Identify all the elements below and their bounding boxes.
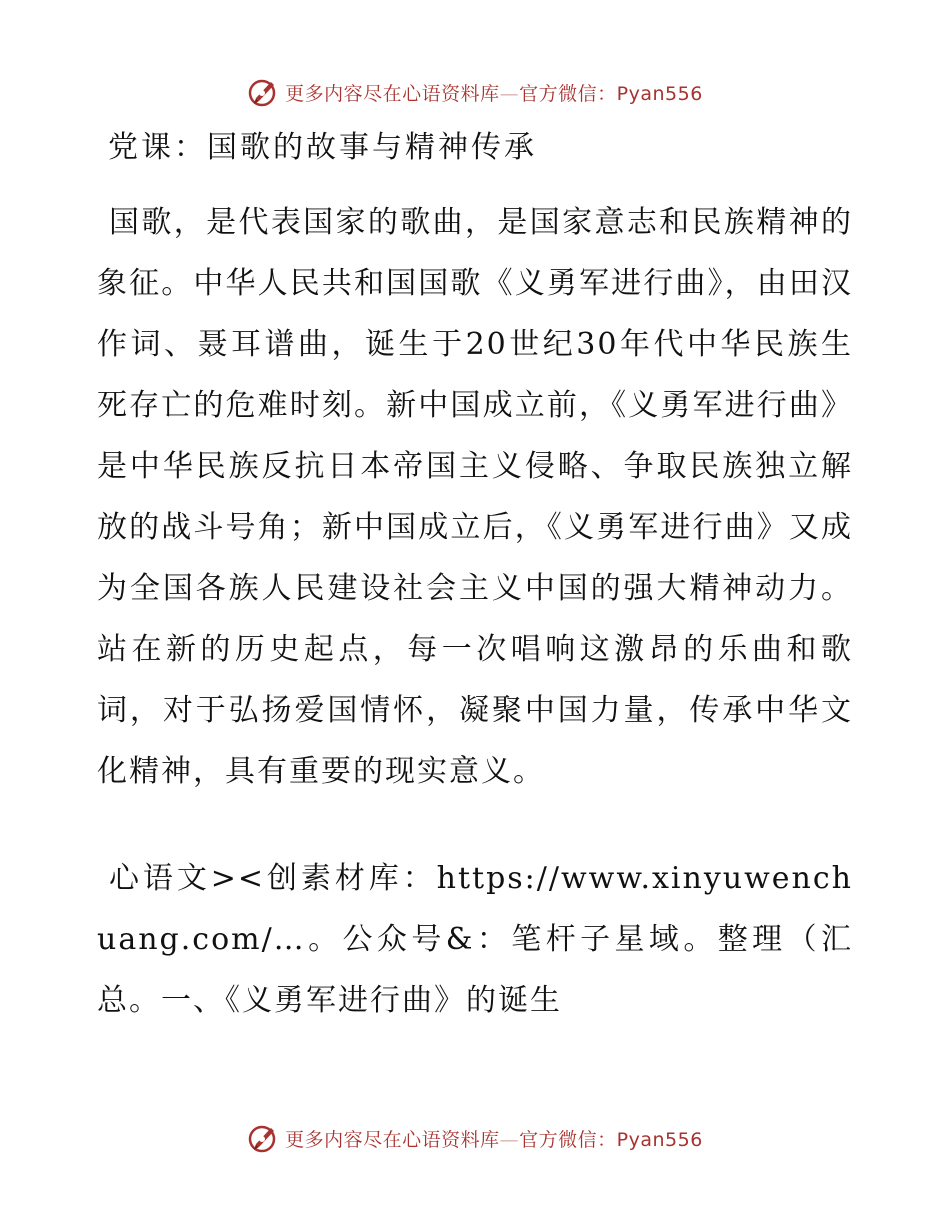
source-paragraph: 心语文><创素材库：https://www.xinyuwenchuang.com/…。公众号&：笔杆子星域。整理（汇总。一、《义勇军进行曲》的诞生 <box>97 861 853 1018</box>
watermark-text: 更多内容尽在心语资料库—官方微信：Pyan556 <box>285 1128 703 1151</box>
header-watermark <box>0 72 950 112</box>
quill-pen-icon <box>247 76 279 108</box>
intro-paragraph: 国歌，是代表国家的歌曲，是国家意志和民族精神的象征。中华人民共和国国歌《义勇军进行曲》，由田汉作词、聂耳谱曲，诞生于20世纪30年代中华民族生死存亡的危难时刻。新中国成立前，《义勇军进行曲》是中华民族反抗日本帝国主义侵略、争取民族独立解放的战斗号角；新中国成立后，《义勇军进行曲》又成为全国各族人民建设社会主义中国的强大精神动力。站在新的历史起点，每一次唱响这激昂的乐曲和歌词，对于弘扬爱国情怀，凝聚中国力量，传承中华文化精神，具有重要的现实意义。 <box>97 205 853 789</box>
quill-pen-icon <box>247 1122 279 1154</box>
page-title: 党课：国歌的故事与精神传承 <box>108 130 537 165</box>
footer-watermark <box>0 1118 950 1158</box>
watermark-text: 更多内容尽在心语资料库—官方微信：Pyan556 <box>285 82 703 105</box>
